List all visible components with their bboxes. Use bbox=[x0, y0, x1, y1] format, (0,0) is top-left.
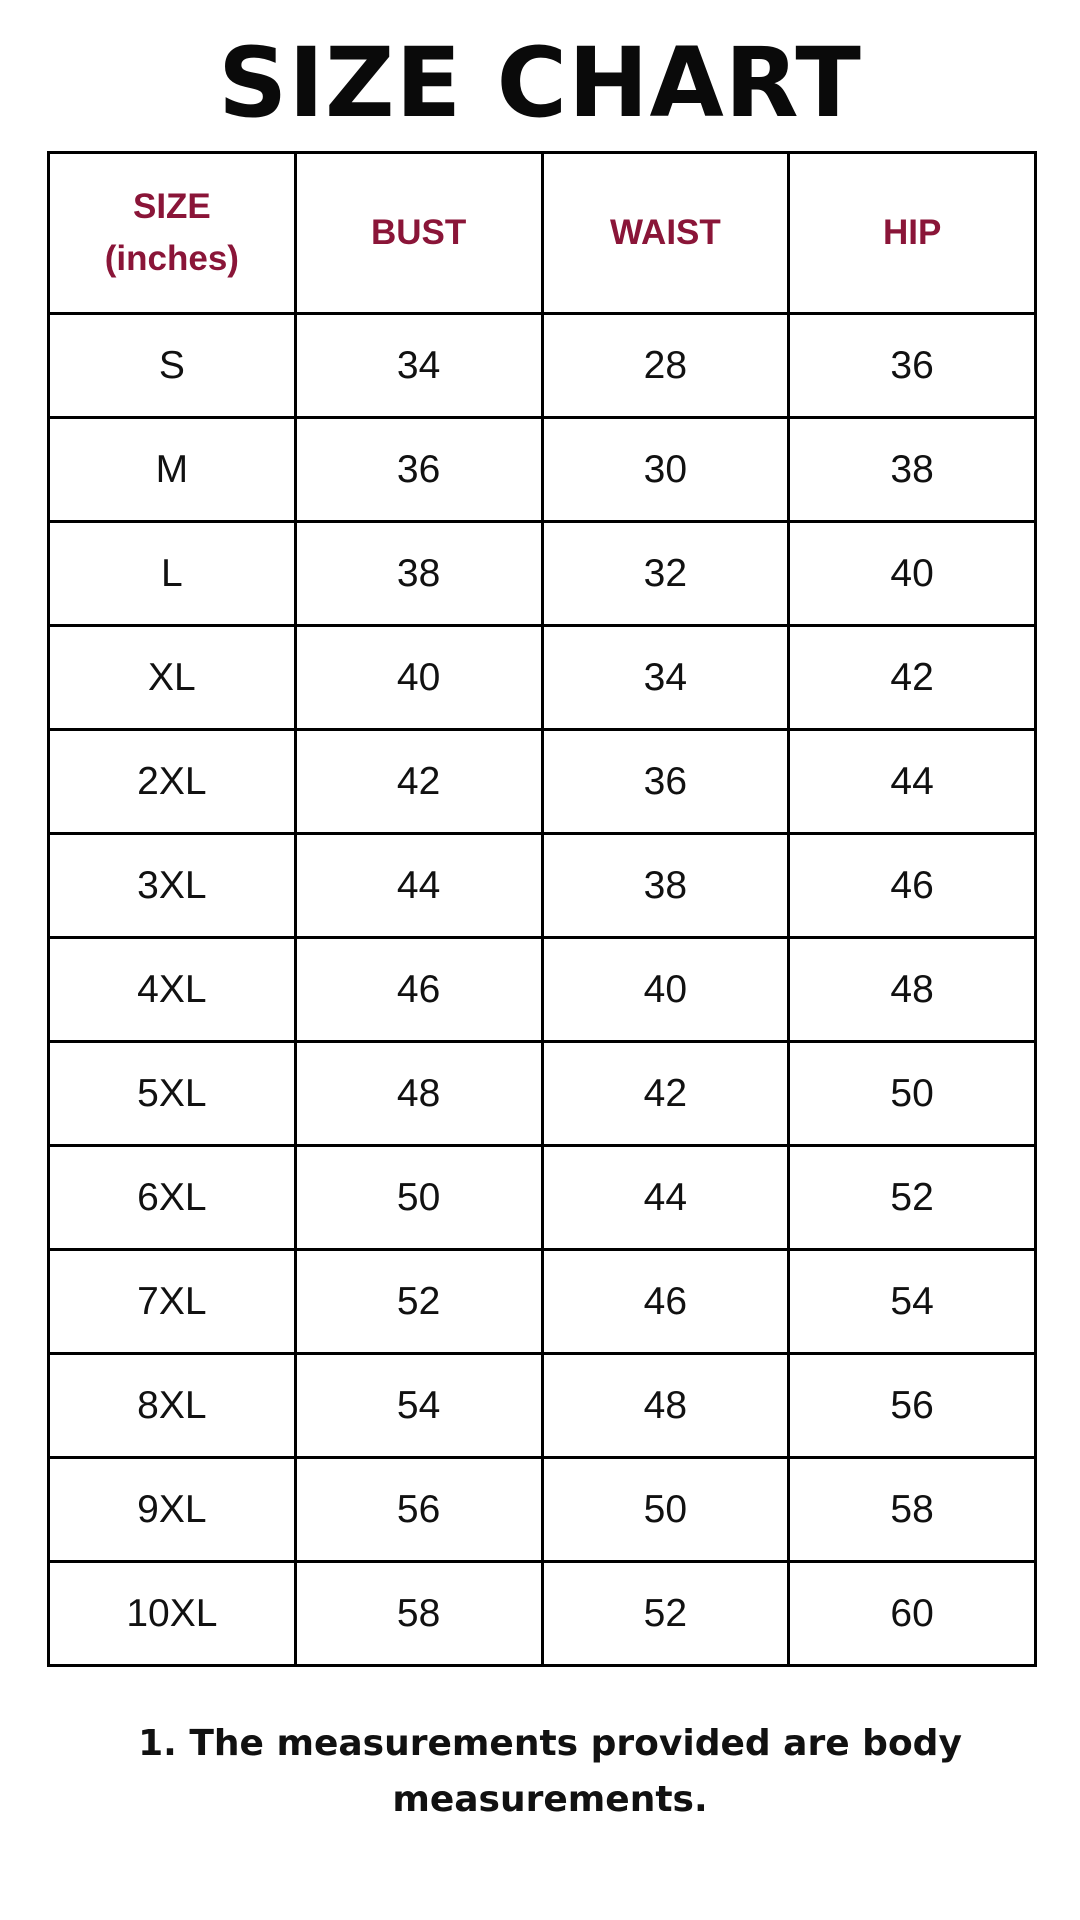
header-size bbox=[49, 153, 296, 314]
table-row bbox=[49, 1458, 1036, 1562]
table-row bbox=[49, 1042, 1036, 1146]
cell-size: M bbox=[49, 418, 296, 522]
cell-bust: 58 bbox=[295, 1562, 542, 1666]
table-row bbox=[49, 730, 1036, 834]
cell-waist: 32 bbox=[542, 522, 789, 626]
table-row bbox=[49, 834, 1036, 938]
cell-hip: 36 bbox=[789, 314, 1036, 418]
cell-hip: 56 bbox=[789, 1354, 1036, 1458]
cell-size: XL bbox=[49, 626, 296, 730]
cell-waist: 36 bbox=[542, 730, 789, 834]
cell-size: 6XL bbox=[49, 1146, 296, 1250]
cell-hip: 44 bbox=[789, 730, 1036, 834]
table-row bbox=[49, 314, 1036, 418]
cell-bust: 36 bbox=[295, 418, 542, 522]
footnote: 1. The measurements provided are body measurements. bbox=[138, 1723, 962, 1820]
cell-waist: 34 bbox=[542, 626, 789, 730]
table-row bbox=[49, 1354, 1036, 1458]
header-size-unit: (inches) bbox=[104, 239, 239, 278]
cell-size: 2XL bbox=[49, 730, 296, 834]
cell-hip: 58 bbox=[789, 1458, 1036, 1562]
cell-waist: 52 bbox=[542, 1562, 789, 1666]
cell-bust: 34 bbox=[295, 314, 542, 418]
table-row bbox=[49, 1562, 1036, 1666]
size-chart-table bbox=[47, 151, 1037, 1667]
cell-size: 3XL bbox=[49, 834, 296, 938]
cell-bust: 50 bbox=[295, 1146, 542, 1250]
cell-size: 4XL bbox=[49, 938, 296, 1042]
cell-waist: 30 bbox=[542, 418, 789, 522]
cell-bust: 40 bbox=[295, 626, 542, 730]
cell-size: S bbox=[49, 314, 296, 418]
header-size-label: SIZE bbox=[132, 187, 211, 226]
cell-size: 10XL bbox=[49, 1562, 296, 1666]
cell-bust: 46 bbox=[295, 938, 542, 1042]
table-header-row bbox=[49, 153, 1036, 314]
header-hip: HIP bbox=[789, 153, 1036, 314]
cell-hip: 42 bbox=[789, 626, 1036, 730]
table-row bbox=[49, 418, 1036, 522]
cell-waist: 28 bbox=[542, 314, 789, 418]
page-title: SIZE CHART bbox=[218, 27, 862, 139]
table-row bbox=[49, 1146, 1036, 1250]
cell-size: L bbox=[49, 522, 296, 626]
cell-waist: 48 bbox=[542, 1354, 789, 1458]
cell-bust: 52 bbox=[295, 1250, 542, 1354]
cell-size: 9XL bbox=[49, 1458, 296, 1562]
cell-hip: 46 bbox=[789, 834, 1036, 938]
cell-hip: 54 bbox=[789, 1250, 1036, 1354]
cell-size: 7XL bbox=[49, 1250, 296, 1354]
cell-hip: 50 bbox=[789, 1042, 1036, 1146]
cell-bust: 38 bbox=[295, 522, 542, 626]
cell-size: 8XL bbox=[49, 1354, 296, 1458]
cell-hip: 60 bbox=[789, 1562, 1036, 1666]
cell-hip: 38 bbox=[789, 418, 1036, 522]
cell-waist: 38 bbox=[542, 834, 789, 938]
cell-waist: 44 bbox=[542, 1146, 789, 1250]
cell-hip: 40 bbox=[789, 522, 1036, 626]
table-row bbox=[49, 522, 1036, 626]
header-bust: BUST bbox=[295, 153, 542, 314]
cell-waist: 40 bbox=[542, 938, 789, 1042]
cell-hip: 48 bbox=[789, 938, 1036, 1042]
cell-size: 5XL bbox=[49, 1042, 296, 1146]
cell-hip: 52 bbox=[789, 1146, 1036, 1250]
cell-waist: 46 bbox=[542, 1250, 789, 1354]
cell-bust: 56 bbox=[295, 1458, 542, 1562]
table-row bbox=[49, 626, 1036, 730]
cell-bust: 48 bbox=[295, 1042, 542, 1146]
cell-waist: 42 bbox=[542, 1042, 789, 1146]
cell-waist: 50 bbox=[542, 1458, 789, 1562]
table-row bbox=[49, 1250, 1036, 1354]
cell-bust: 42 bbox=[295, 730, 542, 834]
header-waist: WAIST bbox=[542, 153, 789, 314]
cell-bust: 54 bbox=[295, 1354, 542, 1458]
table-row bbox=[49, 938, 1036, 1042]
cell-bust: 44 bbox=[295, 834, 542, 938]
